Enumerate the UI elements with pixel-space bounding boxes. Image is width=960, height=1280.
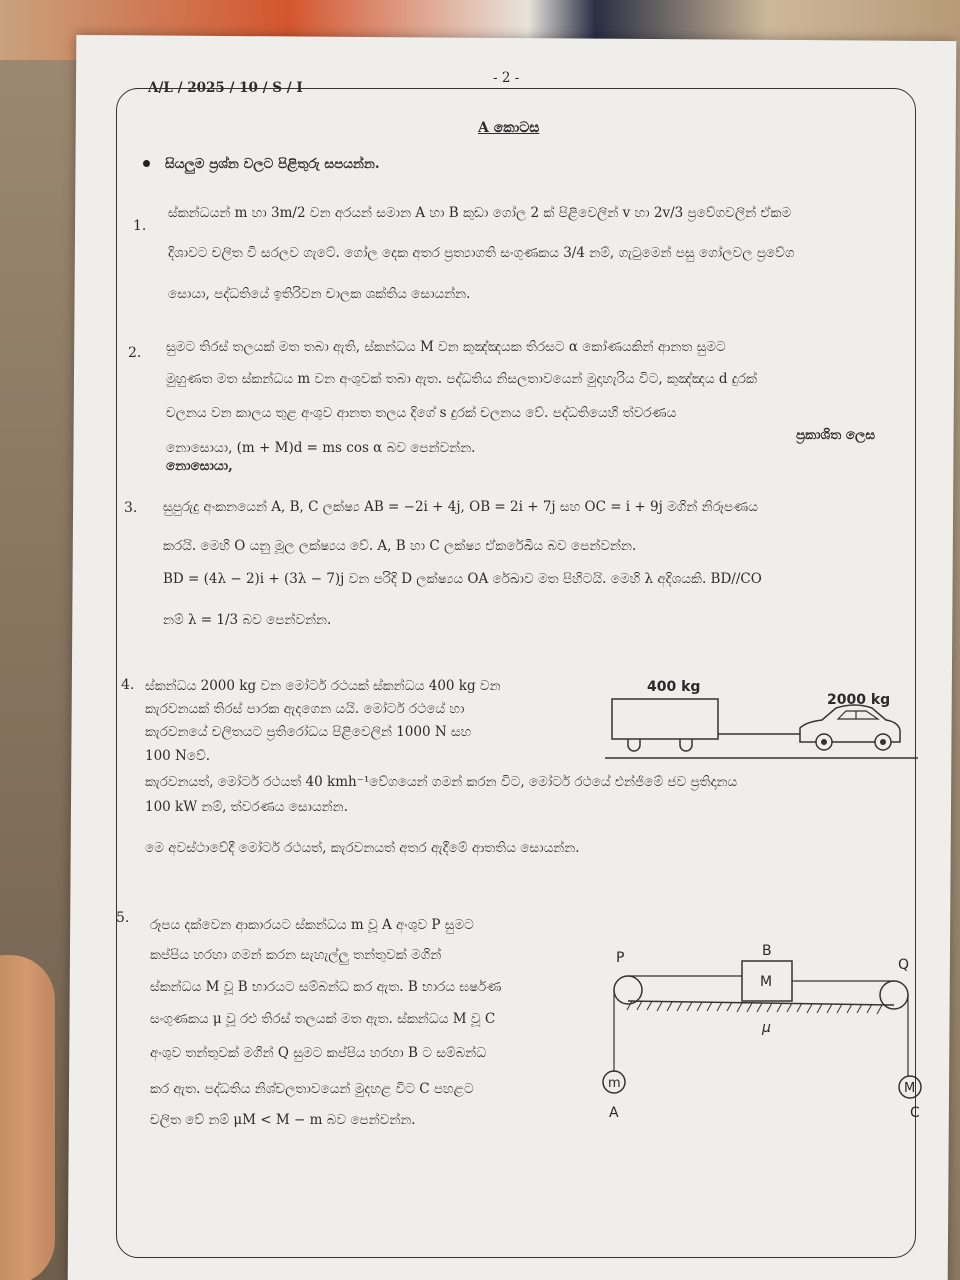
car-windows: [838, 711, 878, 719]
q3-line: කරයි. මෙහි O යනු මූල ලක්ෂ්‍යය වේ. A, B හා C ලක්ෂ්‍ය ඒකරේඛීය බව පෙන්වන්න.: [163, 538, 637, 554]
q4-line: කැරවනයත්, මෝටර් රථයත් 40 kmh⁻¹වේගයෙන් ගමන් කරන විට, මෝටර් රථයේ එන්ජිමේ ජව ප්‍රතිදානය: [145, 774, 738, 790]
thumb: [0, 955, 55, 1280]
q5-line: චලිත වේ නම් μM < M − m බව පෙන්වන්න.: [150, 1112, 416, 1128]
pulley-p: [614, 976, 642, 1004]
q4-line: කැරවනයේ චලිතයට ප්‍රතිරෝධය පිළිවෙලින් 1000 N සහ: [145, 724, 472, 740]
q4-line: 100 kW නම්, ත්වරණය සොයන්න.: [145, 799, 348, 815]
q4-line: 100 Nවේ.: [145, 748, 211, 764]
q4-number: 4.: [121, 677, 135, 693]
q2-number: 2.: [128, 345, 142, 361]
q5-line: සංගුණකය μ වූ රළු තිරස් තලයක් මත ඇත. ස්කන්ධය M වූ C: [150, 1011, 496, 1027]
q2-line: මුහුණත මත ස්කන්ධය m වන අංශුවක් තබා ඇත. පද්ධතිය නිසලතාවයෙන් මුදාහැරිය විට, කුඤ්ඤය d දුරක්: [166, 371, 757, 387]
friction-coefficient-label: μ: [762, 1020, 771, 1036]
q4-diagram: [600, 672, 920, 772]
q5-line: ස්කන්ධය M වූ B භාරයට සම්බන්ධ කර ඇත. B භාරය ඝර්ෂණ: [150, 979, 502, 995]
q5-line: කප්පිය හරහා ගමන් කරන සැහැල්ලු තන්තුවක් මගින්: [150, 947, 442, 963]
q5-diagram: [596, 935, 936, 1125]
q1-number: 1.: [133, 218, 147, 234]
q2-line: චලනය වන කාලය තුළ අංශුව ආනත තලය දිගේ s දුරක් චලනය වේ. පද්ධතියෙහි ත්වරණය: [166, 405, 677, 421]
q3-line: සුපුරුදු අංකනයෙන් A, B, C ලක්ෂ්‍ය AB = −2i + 4j, OB = 2i + 7j සහ OC = i + 9j මගින් නිරූපණය: [163, 499, 758, 515]
q5-line: කර ඇත. පද්ධතිය නිශ්චලතාවයෙන් මුදහළ විට C පහළට: [150, 1081, 474, 1097]
q2-bold-phrase: නොසොයා,: [166, 458, 233, 474]
page-number: - 2 -: [493, 70, 520, 86]
q4-line: ස්කන්ධය 2000 kg වන මෝටර් රථයක් ස්කන්ධය 400 kg වන: [145, 678, 501, 694]
q1-line: ස්කන්ධයන් m හා 3m/2 වන අරයන් සමාන A හා B කුඩා ගෝල 2 ක් පිළිවෙලින් v හා 2v/3 ප්‍රවේගවලින් ඒකම: [168, 205, 792, 221]
block-b-label: B: [762, 943, 772, 959]
block-b-mass: M: [760, 974, 773, 990]
q4-line: කැරවනයක් තිරස් පාරක ඇදගෙන යයි. මෝටර් රථයේ හා: [145, 701, 465, 717]
q4-line: මෙ අවස්ථාවේදී මෝටර් රථයත්, කැරවනයත් අතර ඇදීමේ ආතතිය සොයන්න.: [145, 840, 580, 856]
q5-line: රූපය දක්වෙන ආකාරයට ස්කන්ධය m වූ A අංශුව P සුමට: [150, 917, 474, 933]
q1-line: සොයා, පද්ධතියේ ඉතිරිවන චාලක ශක්තිය සොයන්න.: [168, 286, 471, 302]
q2-line: සුමට තිරස් තලයක් මත තබා ඇති, ස්කන්ධය M වන කුඤ්ඤයක තිරසට α කෝණයකින් ආනත සුමට: [166, 339, 726, 355]
caravan-wheels: [628, 739, 692, 751]
particle-a-label: A: [609, 1105, 619, 1121]
car-hub: [821, 739, 827, 745]
instruction: සියලුම ප්‍රශ්න වලට පිළිතුරු සපයන්න.: [165, 156, 380, 172]
pulley-p-label: P: [616, 950, 625, 966]
particle-a-mass: m: [608, 1076, 621, 1091]
q3-line: නම් λ = 1/3 බව පෙන්වන්න.: [163, 612, 332, 628]
pulley-q-label: Q: [898, 957, 910, 973]
caravan-body: [612, 699, 718, 739]
q5-line: අංශුව තන්තුවක් මගින් Q සුමට කප්පිය හරහා B ට සම්බන්ධ: [150, 1045, 487, 1061]
car-hub: [880, 739, 886, 745]
section-title: A කොටස: [478, 120, 540, 136]
q3-line: BD = (4λ − 2)i + (3λ − 7)j වන පරිදි D ලක්ෂ්‍යය OA රේඛාව මත පිහිටයි. මෙහි λ අදිශයකි. BD//CO: [163, 571, 762, 587]
q3-number: 3.: [124, 500, 138, 516]
q2-bold-phrase: ප්‍රකාශිත ලෙස: [796, 427, 876, 443]
q1-line: දිශාවට චලිත වී සරලව ගැටේ. ගෝල දෙක අතර ප්‍රත්‍යාගති සංගුණකය 3/4 නම්, ගැටුමෙන් පසු ගෝලවල ප්‍රවේග: [168, 245, 795, 261]
particle-c-label: C: [910, 1105, 920, 1121]
paper-code: A/L / 2025 / 10 / S / I: [148, 80, 303, 96]
particle-c-mass: M: [904, 1081, 916, 1096]
q2-line: නොසොයා, (m + M)d = ms cos α බව පෙන්වන්න.: [166, 440, 476, 456]
q5-number: 5.: [116, 910, 130, 926]
caravan-mass-label: 400 kg: [647, 679, 701, 695]
car-mass-label: 2000 kg: [827, 692, 891, 708]
bullet-icon: [143, 160, 150, 167]
